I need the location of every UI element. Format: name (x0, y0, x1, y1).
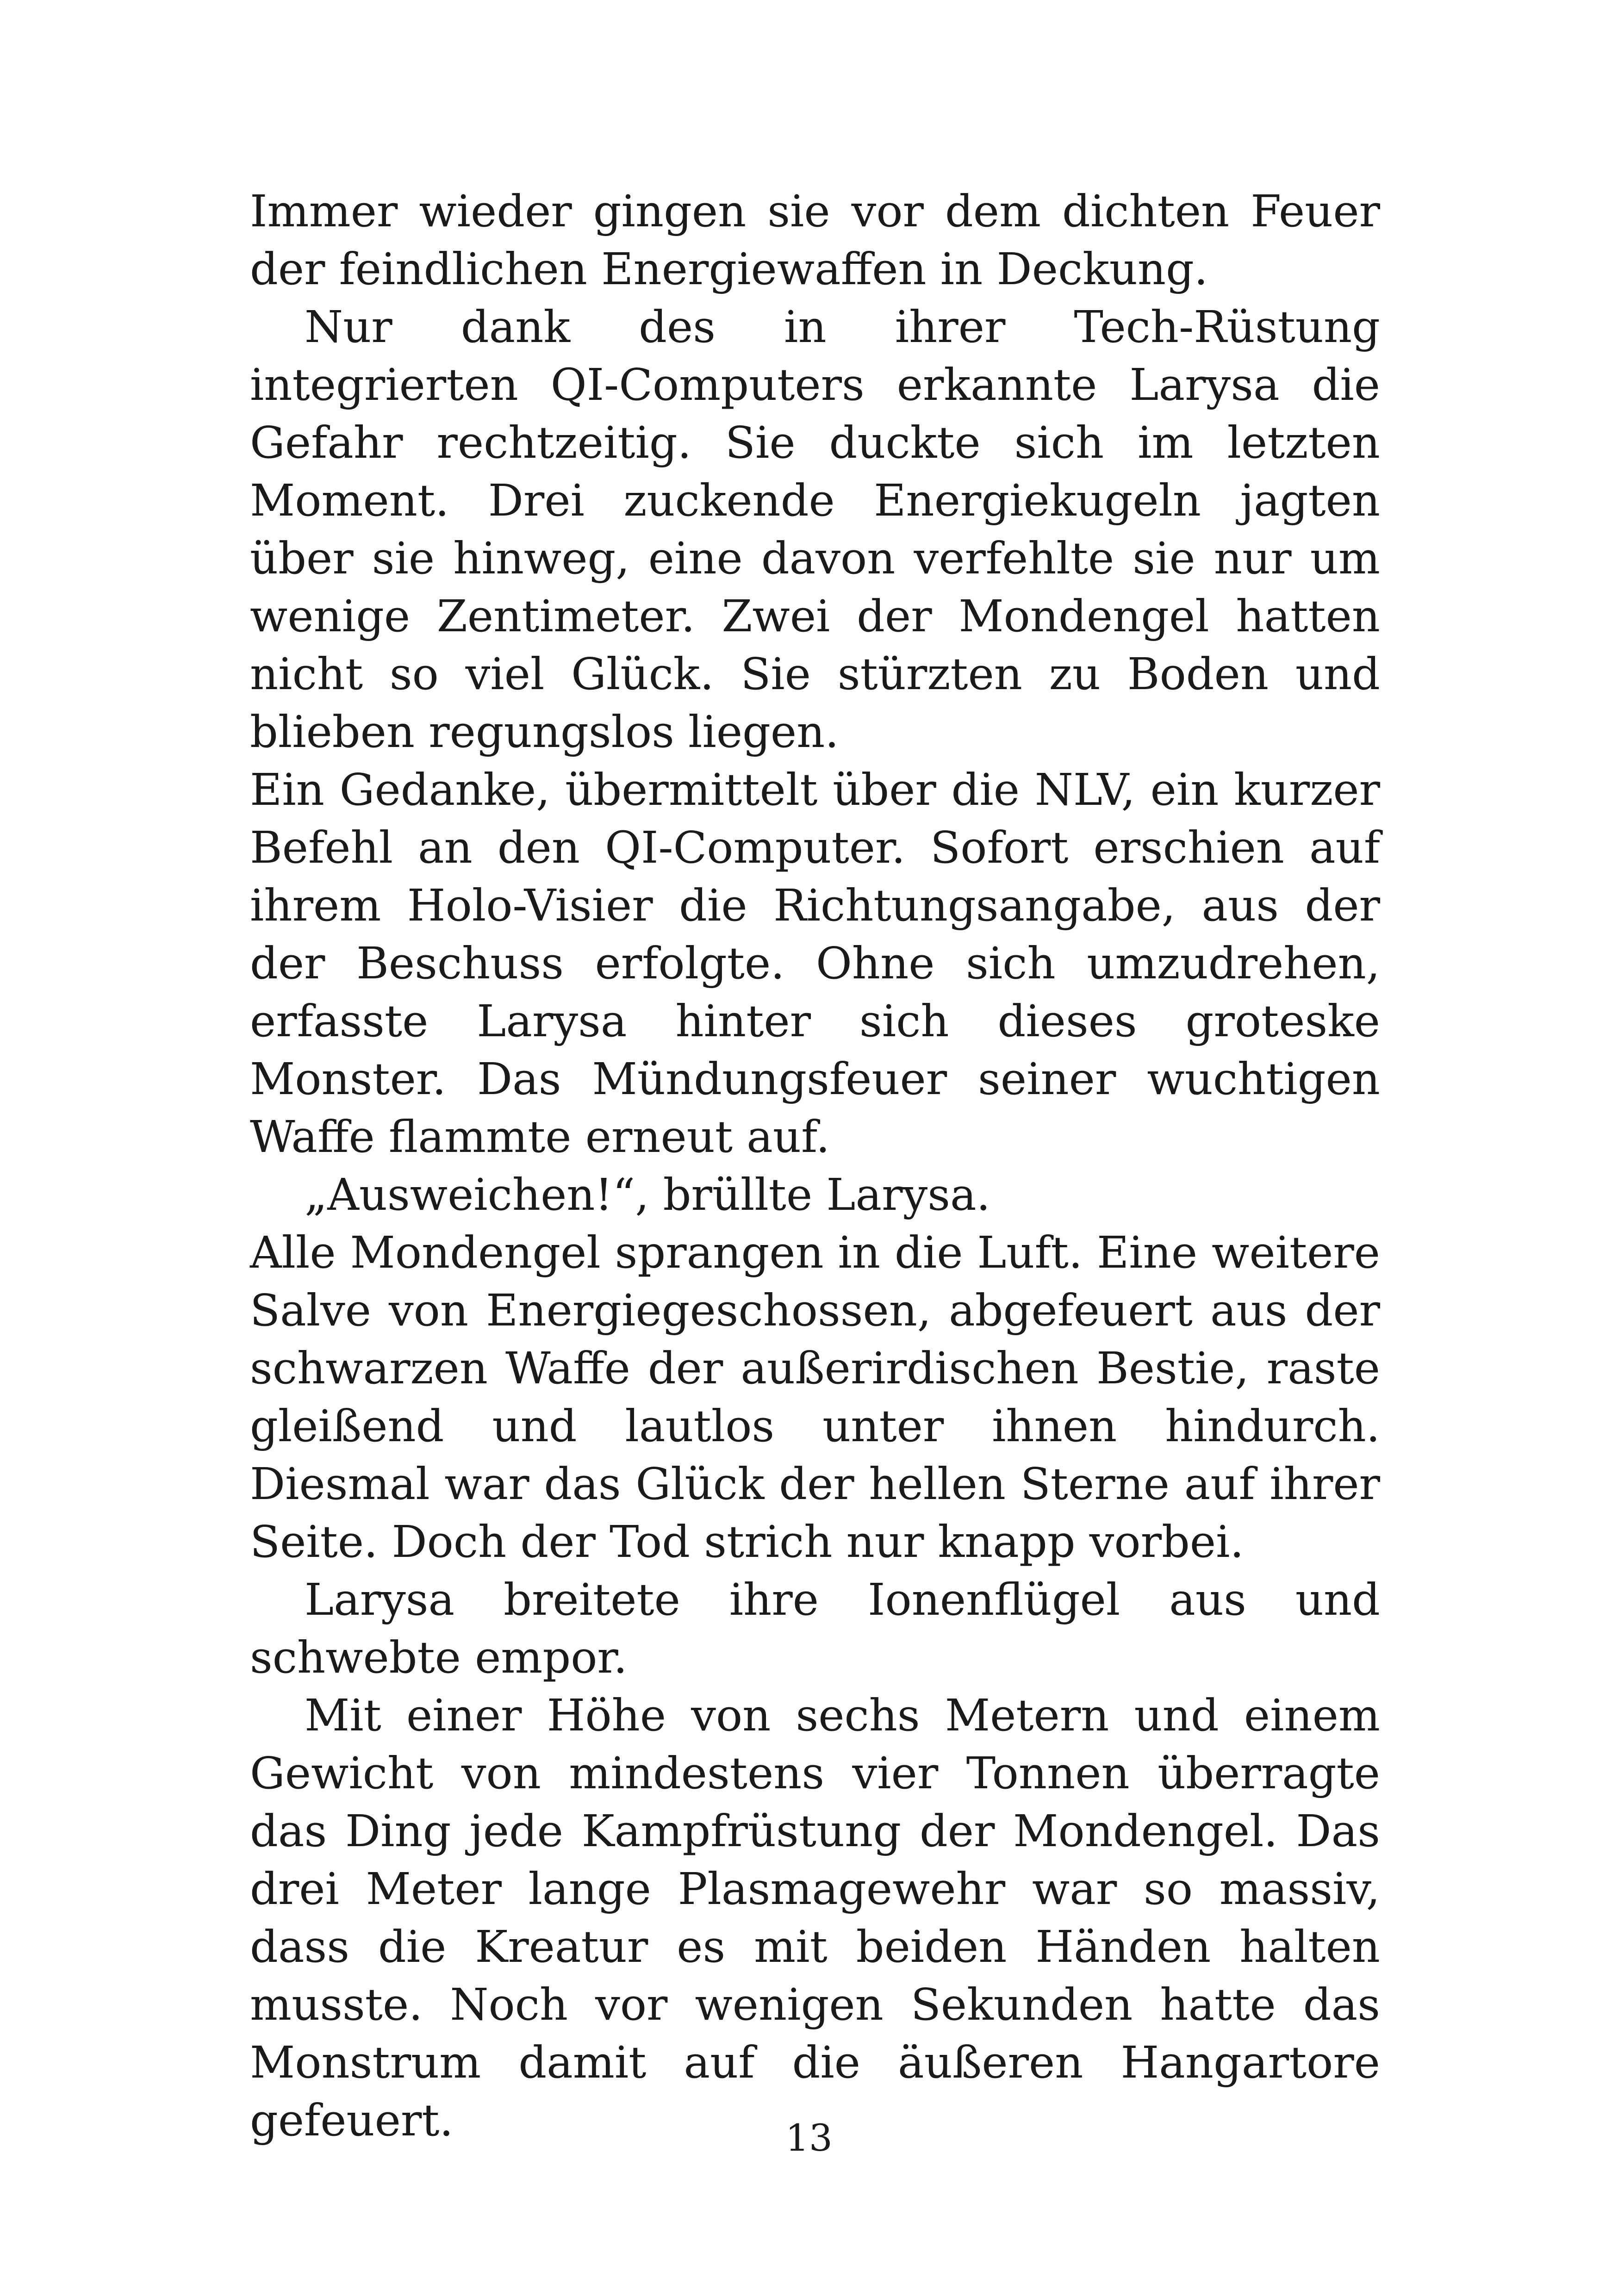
paragraph: Nur dank des in ihrer Tech-Rüstung integrierten QI-Computers erkannte Larysa die Gefahr rechtzeitig. Sie duckte sich im letzten Moment. Drei zuckende Energiekugeln jagten über sie hinweg, eine davon verfehlte sie nur um wenige Zentimeter. Zwei der Mondengel hatten nicht so viel Glück. Sie stürzten zu Boden und blieben regungslos liegen. (250, 302, 1380, 758)
paragraph: Alle Mondengel sprangen in die Luft. Eine weitere Salve von Energiegeschossen, abgefeuert aus der schwarzen Waffe der außerirdischen Bestie, raste gleißend und lautlos unter ihnen hindurch. Diesmal war das Glück der hellen Sterne auf ihrer Seite. Doch der Tod strich nur knapp vorbei. (250, 1227, 1380, 1568)
paragraph: Mit einer Höhe von sechs Metern und einem Gewicht von mindestens vier Tonnen überragte das Ding jede Kampfrüstung der Mondengel. Das drei Meter lange Plasmagewehr war so massiv, dass die Kreatur es mit beiden Händen halten musste. Noch vor wenigen Sekunden hatte das Monstrum damit auf die äußeren Hangartore gefeuert. (250, 1690, 1380, 2146)
paragraph: Immer wieder gingen sie vor dem dichten Feuer der feindlichen Energiewaffen in Deckung. (250, 186, 1380, 295)
paragraph: „Ausweichen!“, brüllte Larysa. (305, 1170, 990, 1220)
paragraph: Larysa breitete ihre Ionenflügel aus und schwebte empor. (250, 1574, 1380, 1683)
paragraph: Ein Gedanke, übermittelt über die NLV, ein kurzer Befehl an den QI-Computer. Sofort erschien auf ihrem Holo-Visier die Richtungsangabe, aus der der Beschuss erfolgte. Ohne sich umzudrehen, erfasste Larysa hinter sich dieses groteske Monster. Das Mündungsfeuer seiner wuchtigen Waffe flammte erneut auf. (250, 765, 1380, 1163)
body-text (250, 183, 1380, 2150)
page-number: 13 (785, 2116, 833, 2159)
